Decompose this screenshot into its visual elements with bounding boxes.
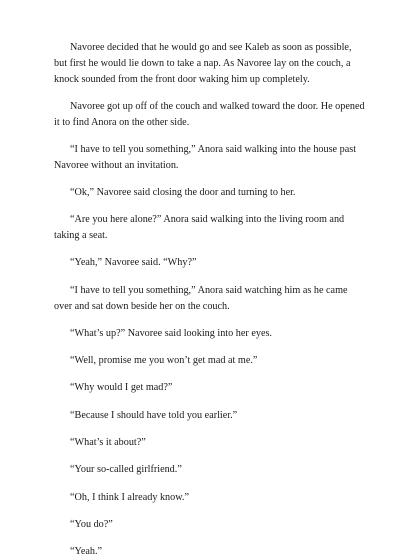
paragraph-11: “Because I should have told you earlier.” [70,409,238,421]
paragraph-10: “Why would I get mad?” [70,382,173,394]
paragraph-5: “Are you here alone?” Anora said walking into the living room and taking a seat. [54,214,345,242]
paragraph-8: “What’s up?” Navoree said looking into her eyes. [70,327,272,339]
paragraph-14: “Oh, I think I already know.” [70,491,190,503]
paragraph-4: “Ok,” Navoree said closing the door and turning to her. [70,187,296,199]
paragraph-15: “You do?” [70,518,113,530]
paragraph-16: “Yeah.” [70,546,103,558]
paragraph-3: “I have to tell you something,” Anora said walking into the house past Navoree without an invitation. [54,143,357,171]
paragraph-13: “Your so-called girlfriend.” [70,464,182,476]
paragraph-6: “Yeah,” Navoree said. “Why?” [70,257,197,269]
paragraph-9: “Well, promise me you won’t get mad at me.” [70,355,258,367]
paragraph-7: “I have to tell you something,” Anora said watching him as he came over and sat down beside her on the couch. [54,284,348,312]
paragraph-12: “What’s it about?” [70,437,146,449]
paragraph-2: Navoree got up off of the couch and walked toward the door. He opened it to find Anora on the other side. [54,100,365,128]
paragraph-1: Navoree decided that he would go and see Kaleb as soon as possible, but first he would lie down to take a nap. As Navoree lay on the couch, a knock sounded from the front door waking him up completely. [54,42,352,85]
